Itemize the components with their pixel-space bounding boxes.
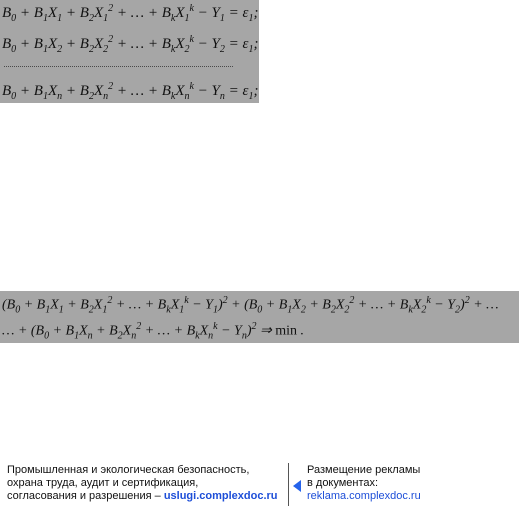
footer-left-line-1: Промышленная и экологическая безопасность, [7,464,250,476]
footer-right-line-1: Размещение рекламы [307,464,421,476]
footer-left-line-2: охрана труда, аудит и сертификация, [7,477,199,489]
footer-divider [288,463,289,506]
footer-left-text [7,464,285,503]
footer-right-text [307,464,512,503]
dotted-separator [4,66,233,67]
footer-left-line-3-prefix: согласования и разрешения – [7,490,164,502]
equation-line-2: $B_0 + B_1X_2 + B_2X_2^2$ + … + $B_kX_2^k - Y_2 = \varepsilon_1$; [2,34,259,55]
equation-line-n: $B_0 + B_1X_n + B_2X_n^2$ + … + $B_kX_n^k - Y_n = \varepsilon_1$; [2,81,259,102]
sum-line-1: ($B_0 + B_1X_1 + B_2X_1^2$ + … + $B_kX_1^k - Y_1)^2 + (B_0 + B_1X_2 + B_2X_2^2$ + … + $B_kX_2^k - Y_2)^2$ + … [2,295,499,316]
arrow-left-icon [293,480,301,492]
uslugi-link[interactable]: uslugi.complexdoc.ru [163,490,278,502]
equation-line-1: $B_0 + B_1X_1 + B_2X_1^2$ + … + $B_kX_1^k - Y_1 = \varepsilon_1$; [2,3,259,24]
reklama-link[interactable]: reklama.complexdoc.ru [307,490,421,502]
footer-left-line-3 [7,490,285,503]
sum-line-2: … + ($B_0 + B_1X_n + B_2X_n^2$ + … + $B_kX_n^k - Y_n)^2$ ⇒ min . [2,321,305,342]
footer-banner [0,455,519,510]
least-squares-formula-image [0,291,519,343]
footer-right-line-2: в документах: [307,477,379,489]
equation-system-image [0,0,259,103]
